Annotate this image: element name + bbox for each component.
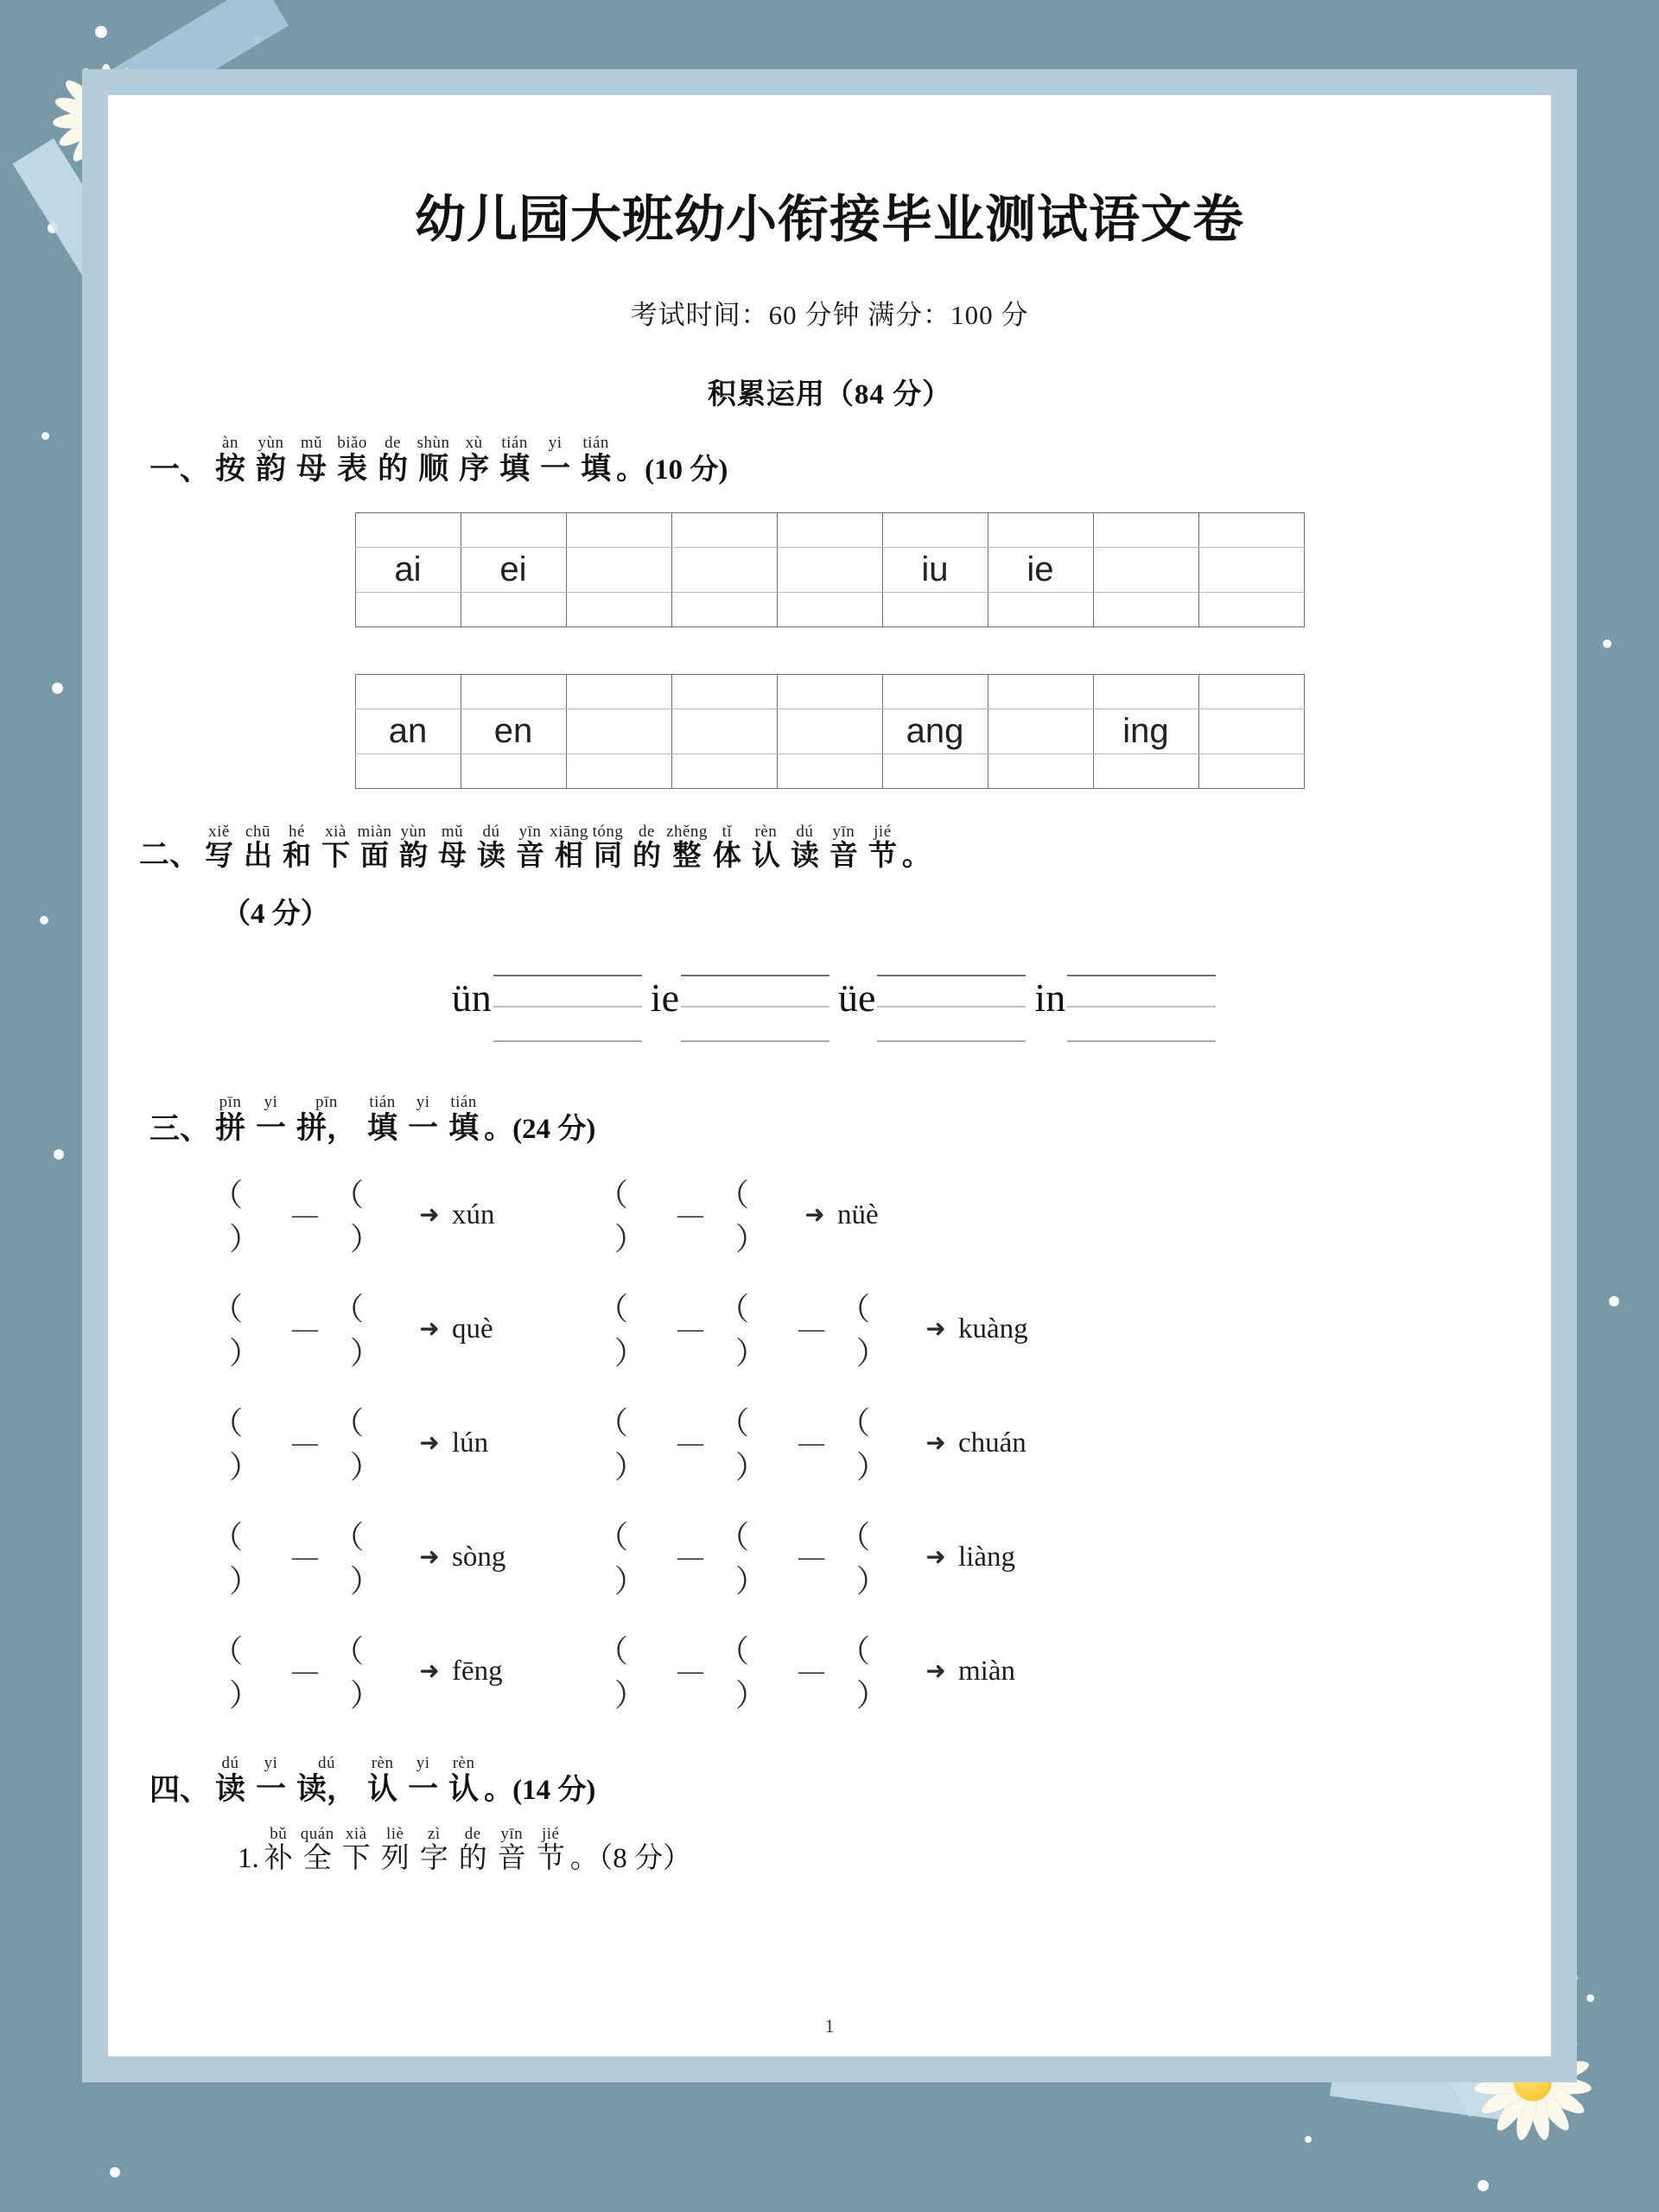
pinyin-grid-row-1[interactable] (355, 512, 1305, 627)
dash-symbol: — (677, 1200, 703, 1230)
spell-row (203, 1285, 1551, 1373)
grid-cell[interactable]: ai (355, 547, 461, 592)
question-4-number: 四、 (149, 1773, 211, 1808)
exam-meta: 考试时间：60 分钟 满分：100 分 (630, 300, 1029, 330)
spell-item[interactable] (203, 1399, 566, 1487)
decor-dot (41, 432, 49, 440)
page-number: 1 (824, 2015, 835, 2037)
grid-cell[interactable]: ie (988, 547, 1093, 592)
blank-paren[interactable]: （） (838, 1292, 887, 1371)
dash-symbol: — (292, 1314, 318, 1344)
question-4-sub-1 (108, 1826, 1551, 1874)
blank-paren[interactable]: （） (596, 1292, 645, 1371)
dash-symbol: — (677, 1314, 703, 1344)
dash-symbol: — (677, 1428, 703, 1458)
dash-symbol: — (798, 1428, 824, 1458)
target-syllable: liàng (958, 1541, 1015, 1573)
target-syllable: fēng (452, 1655, 503, 1687)
blank-paren[interactable]: （） (332, 1406, 381, 1485)
spell-row (203, 1399, 1551, 1487)
grid-cell[interactable] (1093, 547, 1198, 592)
spell-item[interactable] (588, 1627, 1072, 1715)
decor-dot (1603, 639, 1611, 648)
dash-symbol: — (292, 1200, 318, 1230)
spell-item[interactable] (588, 1513, 1072, 1601)
part-heading: 积累运用（84 分） (707, 379, 952, 410)
answer-prompt-label: üe (838, 975, 876, 1020)
blank-paren[interactable]: （） (211, 1406, 260, 1485)
grid-cell[interactable] (566, 709, 671, 753)
target-syllable: lún (452, 1427, 489, 1459)
pinyin-grid-row-2[interactable] (355, 674, 1305, 789)
grid-band-top (355, 674, 1304, 709)
decor-dot (1478, 2180, 1489, 2191)
answer-slot[interactable] (838, 963, 1026, 1051)
grid-cell[interactable] (1198, 547, 1304, 592)
question-3 (108, 1094, 1551, 1146)
decor-dot (1586, 1994, 1594, 2002)
spell-item[interactable] (588, 1285, 1072, 1373)
blank-paren[interactable]: （） (717, 1178, 766, 1257)
arrow-icon: ➜ (804, 1202, 825, 1230)
sub-question-score: 。（8 分） (569, 1842, 691, 1874)
grid-cell[interactable]: en (461, 709, 566, 753)
spell-item[interactable] (203, 1171, 566, 1259)
blank-paren[interactable]: （） (211, 1520, 260, 1599)
blank-paren[interactable]: （） (332, 1520, 381, 1599)
grid-cell[interactable]: an (355, 709, 461, 753)
four-line-writing-grid[interactable] (877, 968, 1026, 1051)
question-2-text: 写xiě出chū和hé下xià面miàn韵yùn母mǔ读dú音yīn相xiāng同tóng的de整zhěng体tǐ认rèn读dú音yīn节jié。 (200, 822, 931, 872)
blank-paren[interactable]: （） (596, 1520, 645, 1599)
blank-paren[interactable]: （） (211, 1178, 260, 1257)
target-syllable: xún (452, 1198, 495, 1230)
question-3-exercise-list (108, 1171, 1551, 1715)
target-syllable: miàn (958, 1655, 1015, 1687)
target-syllable: nüè (837, 1198, 879, 1230)
decor-dot (1305, 2136, 1312, 2143)
question-2-score: （4 分） (222, 898, 329, 930)
dash-symbol: — (677, 1656, 703, 1686)
grid-cell[interactable]: ing (1093, 709, 1198, 753)
target-syllable: què (452, 1313, 493, 1344)
spell-item[interactable] (588, 1399, 1072, 1487)
arrow-icon: ➜ (925, 1430, 946, 1458)
spell-item[interactable] (203, 1627, 566, 1715)
sub-question-text: 补bǔ全quán下xià列liè字zì的de音yīn节jié。（8 分） (258, 1824, 691, 1874)
dash-symbol: — (292, 1656, 318, 1686)
question-2-answer-row (108, 963, 1551, 1051)
dash-symbol: — (292, 1542, 318, 1572)
grid-cell[interactable] (671, 547, 777, 592)
grid-band-top (355, 512, 1304, 547)
blank-paren[interactable]: （） (332, 1292, 381, 1371)
worksheet-document (108, 95, 1551, 2056)
spell-item[interactable] (203, 1513, 566, 1601)
question-2-period: 。 (901, 840, 931, 872)
question-2 (108, 823, 1551, 931)
arrow-icon: ➜ (925, 1658, 946, 1686)
question-1-number: 一、 (149, 452, 211, 486)
target-syllable: kuàng (958, 1313, 1028, 1344)
grid-cell[interactable]: ang (882, 709, 988, 753)
arrow-icon: ➜ (419, 1658, 440, 1686)
sub-question-index: 1. (238, 1843, 259, 1875)
answer-prompt-label: ie (650, 975, 679, 1020)
grid-band-bottom (355, 592, 1304, 626)
dash-symbol: — (798, 1314, 824, 1344)
blank-paren[interactable]: （） (332, 1634, 381, 1713)
page-title: 幼儿园大班幼小衔接毕业测试语文卷 (414, 191, 1244, 248)
blank-paren[interactable]: （） (211, 1634, 260, 1713)
blank-paren[interactable]: （） (596, 1178, 645, 1257)
blank-paren[interactable]: （） (717, 1292, 766, 1371)
arrow-icon: ➜ (925, 1316, 946, 1344)
grid-cell[interactable]: ei (461, 547, 566, 592)
grid-cell[interactable] (777, 709, 882, 753)
question-3-number: 三、 (149, 1111, 211, 1146)
blank-paren[interactable]: （） (211, 1292, 260, 1371)
decor-dot (110, 2167, 120, 2177)
four-line-writing-grid[interactable] (493, 968, 642, 1051)
decor-dot (40, 916, 48, 925)
blank-paren[interactable]: （） (717, 1520, 766, 1599)
answer-slot[interactable] (1034, 963, 1216, 1051)
answer-slot[interactable] (452, 963, 642, 1051)
decor-dot (52, 683, 63, 694)
question-1-text: 按àn韵yùn母mǔ表biǎo的de顺shùn序xù填tián一yi填tián。(10 分) (210, 434, 728, 486)
question-4-text: 读dú一yi读，dú认rèn一yi认rèn。(14 分) (210, 1754, 596, 1807)
four-line-writing-grid[interactable] (1067, 968, 1216, 1051)
grid-band-letters (355, 547, 1304, 592)
answer-prompt-label: ün (451, 975, 492, 1020)
blank-paren[interactable]: （） (717, 1634, 766, 1713)
question-4-score: 。(14 分) (484, 1775, 596, 1807)
arrow-icon: ➜ (419, 1430, 440, 1458)
question-2-number: 二、 (139, 838, 200, 873)
target-syllable: chuán (958, 1427, 1027, 1459)
spell-row (203, 1513, 1551, 1601)
decor-dot (1609, 1296, 1619, 1306)
grid-band-bottom (355, 753, 1304, 788)
spell-item[interactable] (203, 1285, 566, 1373)
grid-cell[interactable]: iu (882, 547, 988, 592)
question-4 (108, 1755, 1551, 1807)
answer-prompt-label: in (1034, 975, 1066, 1020)
blank-paren[interactable]: （） (838, 1634, 887, 1713)
blank-paren[interactable]: （） (717, 1406, 766, 1485)
arrow-icon: ➜ (419, 1544, 440, 1572)
question-1 (108, 435, 1551, 486)
blank-paren[interactable]: （） (838, 1520, 887, 1599)
spell-item[interactable] (588, 1171, 951, 1259)
spell-row (203, 1171, 1551, 1259)
question-3-score: 。(24 分) (484, 1113, 596, 1145)
blank-paren[interactable]: （） (596, 1634, 645, 1713)
dash-symbol: — (798, 1656, 824, 1686)
target-syllable: sòng (452, 1541, 506, 1573)
question-3-text: 拼pīn一yi拼，pīn填tián一yi填tián。(24 分) (210, 1092, 596, 1145)
blank-paren[interactable]: （） (838, 1406, 887, 1485)
grid-cell[interactable] (1198, 709, 1304, 753)
dash-symbol: — (677, 1542, 703, 1572)
answer-slot[interactable] (651, 963, 830, 1051)
blank-paren[interactable]: （） (596, 1406, 645, 1485)
four-line-writing-grid[interactable] (681, 968, 830, 1051)
grid-cell[interactable] (777, 547, 882, 592)
grid-cell[interactable] (671, 709, 777, 753)
grid-band-letters (355, 709, 1304, 753)
grid-cell[interactable] (988, 709, 1093, 753)
arrow-icon: ➜ (419, 1202, 440, 1230)
decor-dot (95, 26, 107, 38)
blank-paren[interactable]: （） (332, 1178, 381, 1257)
worksheet-sheet (108, 95, 1551, 2056)
arrow-icon: ➜ (925, 1544, 946, 1572)
dash-symbol: — (292, 1428, 318, 1458)
dash-symbol: — (798, 1542, 824, 1572)
grid-cell[interactable] (566, 547, 671, 592)
arrow-icon: ➜ (419, 1316, 440, 1344)
question-1-score: 。(10 分) (616, 454, 728, 486)
decor-dot (54, 1149, 64, 1160)
spell-row (203, 1627, 1551, 1715)
